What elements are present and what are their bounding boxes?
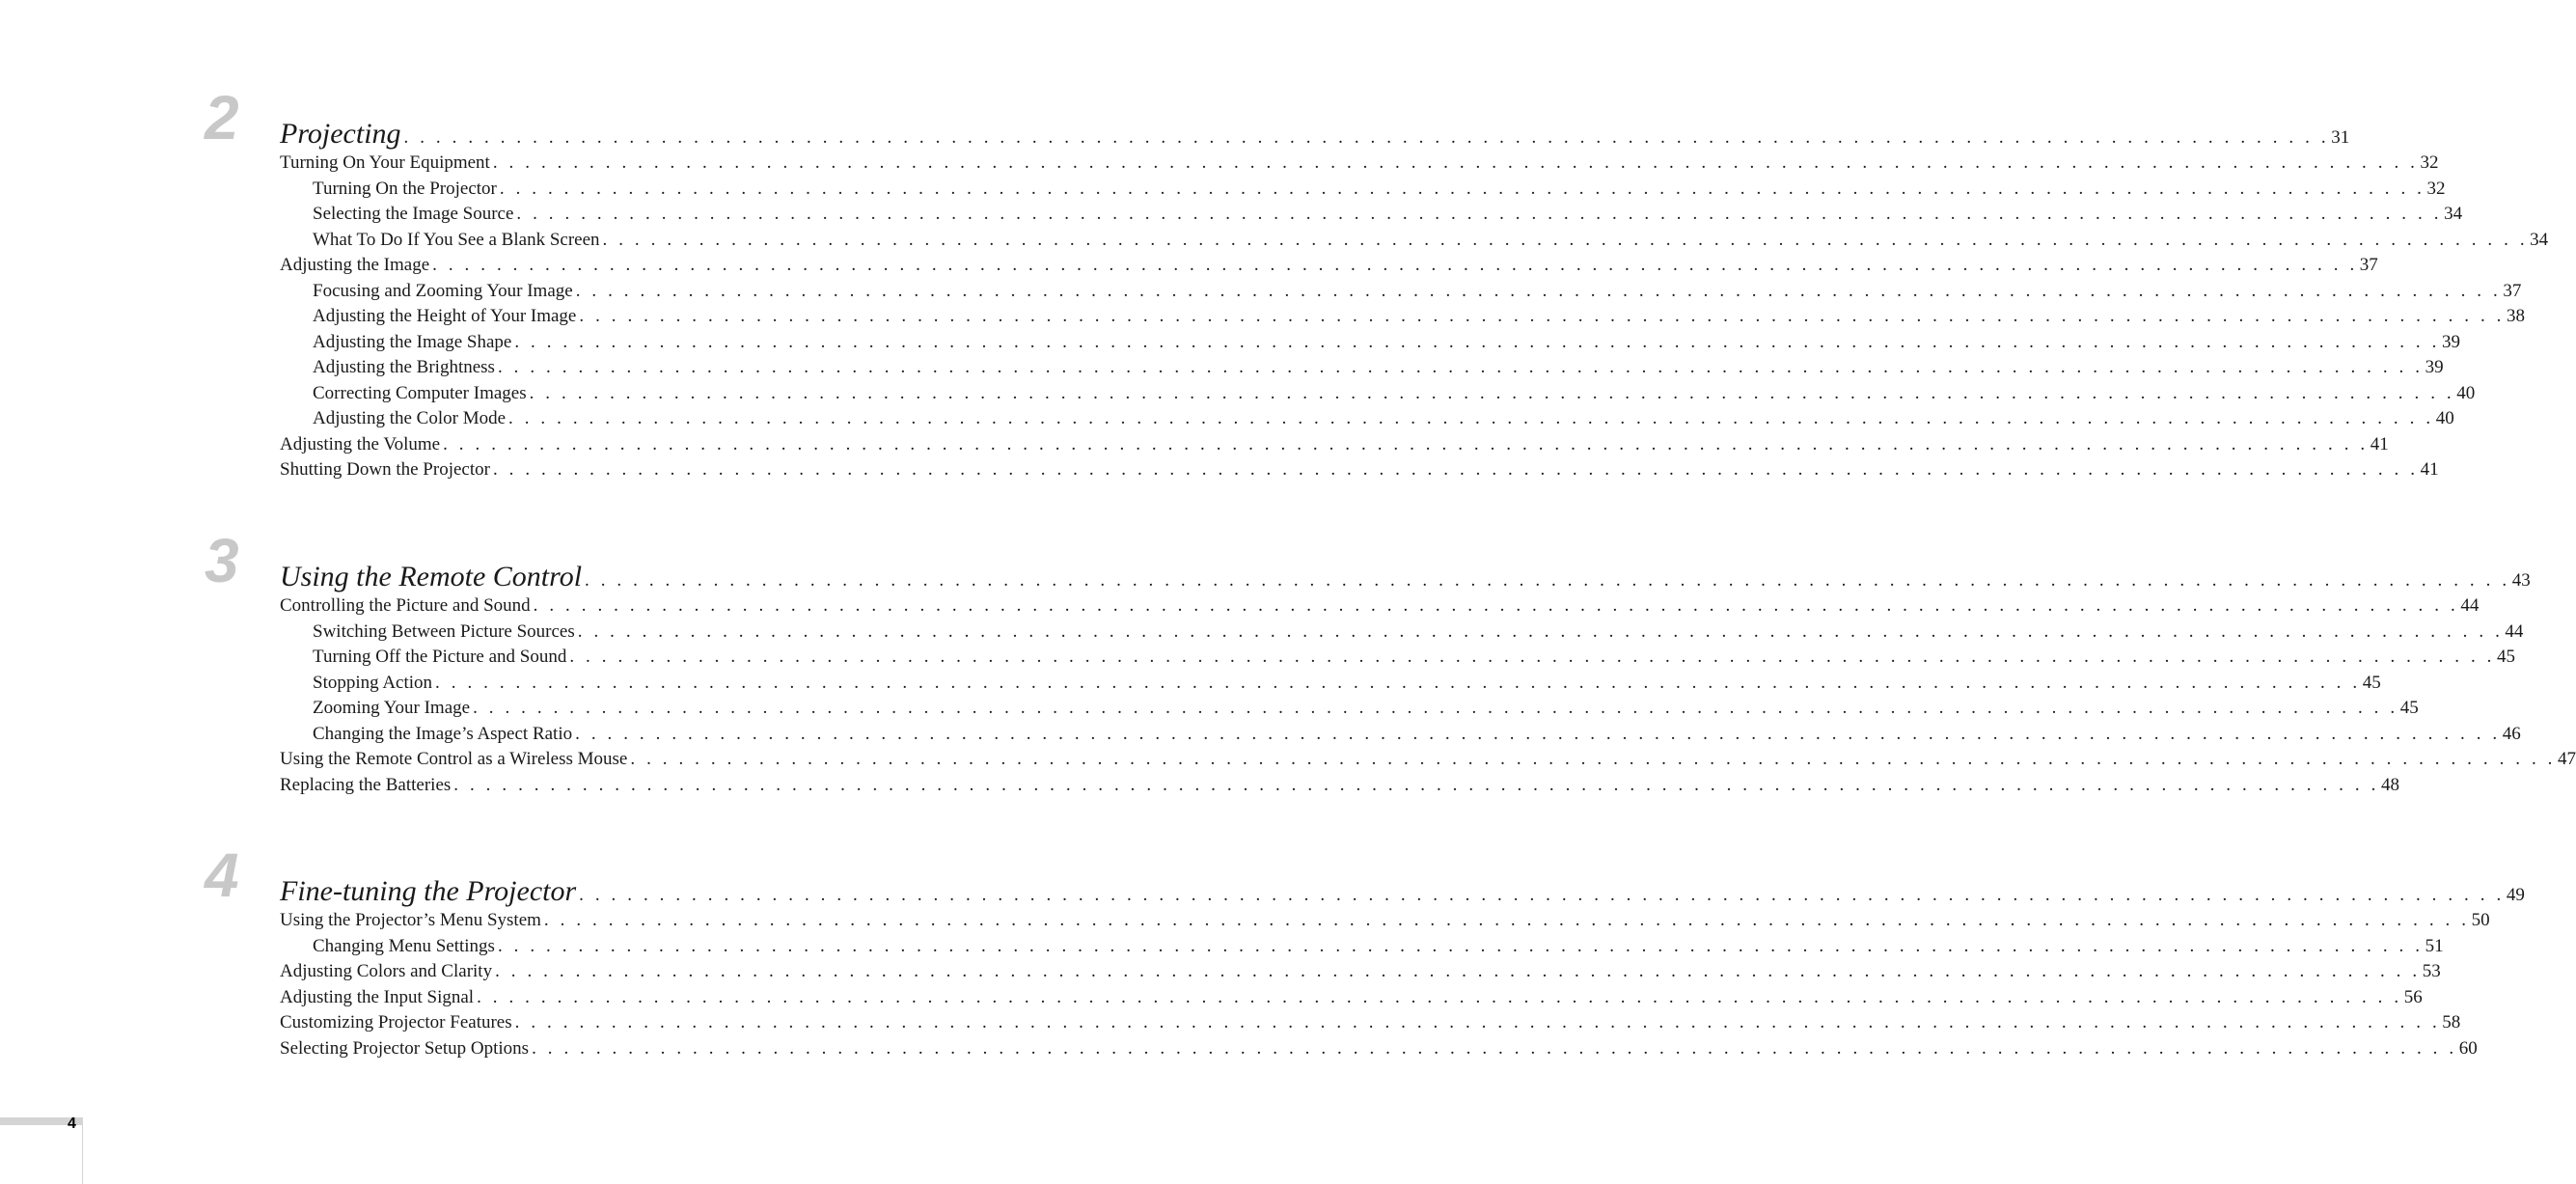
dot-leader: . . . . . . . . . . . . . . . . . . . . . . . . . . . . . . . . . . . . . . . . . . . . . . . . . . . . . . . . . . . . . . . . . . . . . . . . . . . . . . . . . . . . . . . . . . . . . . . . . . . . . . . . . . . . . . . . . . . . . . . . — [575, 280, 2502, 301]
toc-entry-label: Projecting — [280, 118, 401, 150]
toc-entry-label: Customizing Projector Features — [280, 1012, 512, 1033]
chapter-toc — [280, 118, 2549, 483]
toc-entry[interactable] — [280, 151, 2439, 177]
toc-entry-label: Changing the Image’s Aspect Ratio — [313, 723, 573, 744]
toc-entry-page: 41 — [2420, 459, 2439, 480]
dot-leader: . . . . . . . . . . . . . . . . . . . . . . . . . . . . . . . . . . . . . . . . . . . . . . . . . . . . . . . . . . . . . . . . . . . . . . . . . . . . . . . . . . . . . . . . . . . . . . . . . . . . . . . . . . . . . . . . . . . . . . . . — [477, 986, 2402, 1007]
dot-leader: . . . . . . . . . . . . . . . . . . . . . . . . . . . . . . . . . . . . . . . . . . . . . . . . . . . . . . . . . . . . . . . . . . . . . . . . . . . . . . . . . . . . . . . . . . . . . . . . . . . . . . . . . . . . . . . . . . . . . . . . — [585, 570, 2510, 591]
page-number: 4 — [68, 1115, 76, 1132]
dot-leader: . . . . . . . . . . . . . . . . . . . . . . . . . . . . . . . . . . . . . . . . . . . . . . . . . . . . . . . . . . . . . . . . . . . . . . . . . . . . . . . . . . . . . . . . . . . . . . . . . . . . . . . . . . . . . . . . . . . . . . . . — [516, 204, 2443, 224]
dot-leader: . . . . . . . . . . . . . . . . . . . . . . . . . . . . . . . . . . . . . . . . . . . . . . . . . . . . . . . . . . . . . . . . . . . . . . . . . . . . . . . . . . . . . . . . . . . . . . . . . . . . . . . . . . . . . . . . . . . . . . . . — [508, 408, 2434, 428]
dot-leader: . . . . . . . . . . . . . . . . . . . . . . . . . . . . . . . . . . . . . . . . . . . . . . . . . . . . . . . . . . . . . . . . . . . . . . . . . . . . . . . . . . . . . . . . . . . . . . . . . . . . . . . . . . . . . . . . . . . . . . . . — [579, 306, 2506, 326]
toc-entry-label: Turning On the Projector — [313, 178, 497, 199]
toc-entry-label: Selecting Projector Setup Options — [280, 1037, 530, 1059]
toc-entry-page: 46 — [2502, 723, 2521, 744]
dot-leader: . . . . . . . . . . . . . . . . . . . . . . . . . . . . . . . . . . . . . . . . . . . . . . . . . . . . . . . . . . . . . . . . . . . . . . . . . . . . . . . . . . . . . . . . . . . . . . . . . . . . . . . . . . . . . . . . . . . . . . . . — [529, 382, 2455, 403]
toc-entry-page: 37 — [2503, 280, 2522, 301]
toc-subentry[interactable] — [280, 696, 2419, 722]
dot-leader: . . . . . . . . . . . . . . . . . . . . . . . . . . . . . . . . . . . . . . . . . . . . . . . . . . . . . . . . . . . . . . . . . . . . . . . . . . . . . . . . . . . . . . . . . . . . . . . . . . . . . . . . . . . . . . . . . . . . . . . . — [435, 672, 2361, 693]
dot-leader: . . . . . . . . . . . . . . . . . . . . . . . . . . . . . . . . . . . . . . . . . . . . . . . . . . . . . . . . . . . . . . . . . . . . . . . . . . . . . . . . . . . . . . . . . . . . . . . . . . . . . . . . . . . . . . . . . . . . . . . . — [543, 910, 2470, 930]
chapter-number: 4 — [205, 840, 239, 910]
dot-leader: . . . . . . . . . . . . . . . . . . . . . . . . . . . . . . . . . . . . . . . . . . . . . . . . . . . . . . . . . . . . . . . . . . . . . . . . . . . . . . . . . . . . . . . . . . . . . . . . . . . . . . . . . . . . . . . . . . . . . . . . — [432, 255, 2358, 275]
chapter-title-row[interactable] — [280, 875, 2525, 908]
toc-entry[interactable] — [280, 432, 2389, 458]
toc-subentry[interactable] — [280, 381, 2476, 407]
toc-entry-page: 53 — [2422, 961, 2441, 981]
toc-entry[interactable] — [280, 908, 2490, 934]
toc-subentry[interactable] — [280, 620, 2524, 646]
toc-entry-page: 44 — [2460, 595, 2480, 616]
footer-rule — [82, 1117, 83, 1184]
toc-subentry[interactable] — [280, 406, 2454, 432]
toc-entry-page: 31 — [2331, 127, 2350, 148]
dot-leader: . . . . . . . . . . . . . . . . . . . . . . . . . . . . . . . . . . . . . . . . . . . . . . . . . . . . . . . . . . . . . . . . . . . . . . . . . . . . . . . . . . . . . . . . . . . . . . . . . . . . . . . . . . . . . . . . . . . . . . . . — [579, 885, 2505, 905]
toc-entry-page: 45 — [2399, 698, 2419, 718]
dot-leader: . . . . . . . . . . . . . . . . . . . . . . . . . . . . . . . . . . . . . . . . . . . . . . . . . . . . . . . . . . . . . . . . . . . . . . . . . . . . . . . . . . . . . . . . . . . . . . . . . . . . . . . . . . . . . . . . . . . . . . . . — [492, 152, 2419, 173]
toc-entry[interactable] — [280, 985, 2423, 1011]
toc-entry[interactable] — [280, 253, 2378, 279]
chapter-toc — [280, 561, 2576, 798]
toc-entry-page: 45 — [2362, 672, 2381, 693]
toc-entry-label: What To Do If You See a Blank Screen — [313, 229, 600, 250]
dot-leader: . . . . . . . . . . . . . . . . . . . . . . . . . . . . . . . . . . . . . . . . . . . . . . . . . . . . . . . . . . . . . . . . . . . . . . . . . . . . . . . . . . . . . . . . . . . . . . . . . . . . . . . . . . . . . . . . . . . . . . . . — [602, 229, 2529, 250]
toc-entry-label: Shutting Down the Projector — [280, 459, 490, 480]
dot-leader: . . . . . . . . . . . . . . . . . . . . . . . . . . . . . . . . . . . . . . . . . . . . . . . . . . . . . . . . . . . . . . . . . . . . . . . . . . . . . . . . . . . . . . . . . . . . . . . . . . . . . . . . . . . . . . . . . . . . . . . . — [495, 961, 2421, 981]
toc-entry-label: Stopping Action — [313, 672, 433, 693]
dot-leader: . . . . . . . . . . . . . . . . . . . . . . . . . . . . . . . . . . . . . . . . . . . . . . . . . . . . . . . . . . . . . . . . . . . . . . . . . . . . . . . . . . . . . . . . . . . . . . . . . . . . . . . . . . . . . . . . . . . . . . . . — [497, 935, 2424, 956]
toc-entry-page: 56 — [2403, 986, 2423, 1007]
toc-entry-label: Correcting Computer Images — [313, 382, 527, 403]
chapter-title-row[interactable] — [280, 118, 2350, 151]
dot-leader: . . . . . . . . . . . . . . . . . . . . . . . . . . . . . . . . . . . . . . . . . . . . . . . . . . . . . . . . . . . . . . . . . . . . . . . . . . . . . . . . . . . . . . . . . . . . . . . . . . . . . . . . . . . . . . . . . . . . . . . . — [533, 595, 2459, 616]
toc-entry-page: 51 — [2425, 935, 2444, 956]
toc-entry-page: 43 — [2511, 570, 2531, 591]
chapter-title-row[interactable] — [280, 561, 2531, 593]
toc-entry-page: 38 — [2507, 306, 2526, 326]
toc-entry[interactable] — [280, 959, 2441, 985]
toc-subentry[interactable] — [280, 228, 2549, 254]
toc-entry-page: 44 — [2505, 620, 2524, 642]
toc-entry-label: Using the Remote Control as a Wireless Mouse — [280, 749, 628, 769]
dot-leader: . . . . . . . . . . . . . . . . . . . . . . . . . . . . . . . . . . . . . . . . . . . . . . . . . . . . . . . . . . . . . . . . . . . . . . . . . . . . . . . . . . . . . . . . . . . . . . . . . . . . . . . . . . . . . . . . . . . . . . . . — [453, 774, 2379, 795]
toc-entry-page: 32 — [2426, 178, 2446, 199]
toc-entry[interactable] — [280, 747, 2576, 773]
dot-leader: . . . . . . . . . . . . . . . . . . . . . . . . . . . . . . . . . . . . . . . . . . . . . . . . . . . . . . . . . . . . . . . . . . . . . . . . . . . . . . . . . . . . . . . . . . . . . . . . . . . . . . . . . . . . . . . . . . . . . . . . — [514, 331, 2440, 352]
toc-entry-page: 39 — [2425, 357, 2444, 377]
dot-leader: . . . . . . . . . . . . . . . . . . . . . . . . . . . . . . . . . . . . . . . . . . . . . . . . . . . . . . . . . . . . . . . . . . . . . . . . . . . . . . . . . . . . . . . . . . . . . . . . . . . . . . . . . . . . . . . . . . . . . . . . — [577, 620, 2504, 642]
toc-entry-page: 40 — [2456, 382, 2476, 403]
toc-subentry[interactable] — [280, 202, 2463, 228]
toc-entry-label: Replacing the Batteries — [280, 774, 452, 795]
dot-leader: . . . . . . . . . . . . . . . . . . . . . . . . . . . . . . . . . . . . . . . . . . . . . . . . . . . . . . . . . . . . . . . . . . . . . . . . . . . . . . . . . . . . . . . . . . . . . . . . . . . . . . . . . . . . . . . . . . . . . . . . — [532, 1037, 2457, 1059]
toc-entry-label: Selecting the Image Source — [313, 204, 514, 224]
dot-leader: . . . . . . . . . . . . . . . . . . . . . . . . . . . . . . . . . . . . . . . . . . . . . . . . . . . . . . . . . . . . . . . . . . . . . . . . . . . . . . . . . . . . . . . . . . . . . . . . . . . . . . . . . . . . . . . . . . . . . . . . — [499, 178, 2425, 199]
toc-entry-label: Switching Between Picture Sources — [313, 620, 575, 642]
toc-entry-label: Turning On Your Equipment — [280, 152, 490, 173]
toc-entry-label: Adjusting the Height of Your Image — [313, 306, 577, 326]
toc-entry-page: 39 — [2441, 331, 2460, 352]
toc-entry[interactable] — [280, 1036, 2478, 1062]
toc-subentry[interactable] — [280, 279, 2522, 305]
dot-leader: . . . . . . . . . . . . . . . . . . . . . . . . . . . . . . . . . . . . . . . . . . . . . . . . . . . . . . . . . . . . . . . . . . . . . . . . . . . . . . . . . . . . . . . . . . . . . . . . . . . . . . . . . . . . . . . . . . . . . . . . — [630, 749, 2557, 769]
toc-entry-page: 58 — [2442, 1012, 2461, 1033]
dot-leader: . . . . . . . . . . . . . . . . . . . . . . . . . . . . . . . . . . . . . . . . . . . . . . . . . . . . . . . . . . . . . . . . . . . . . . . . . . . . . . . . . . . . . . . . . . . . . . . . . . . . . . . . . . . . . . . . . . . . . . . . — [575, 723, 2501, 744]
toc-entry-label: Changing Menu Settings — [313, 935, 495, 956]
dot-leader: . . . . . . . . . . . . . . . . . . . . . . . . . . . . . . . . . . . . . . . . . . . . . . . . . . . . . . . . . . . . . . . . . . . . . . . . . . . . . . . . . . . . . . . . . . . . . . . . . . . . . . . . . . . . . . . . . . . . . . . . — [497, 357, 2424, 377]
toc-entry-page: 32 — [2420, 152, 2439, 173]
toc-entry[interactable] — [280, 1010, 2461, 1036]
toc-entry-page: 47 — [2558, 749, 2576, 769]
toc-entry-page: 41 — [2370, 433, 2389, 454]
toc-subentry[interactable] — [280, 330, 2460, 356]
toc-subentry[interactable] — [280, 645, 2516, 671]
toc-entry-label: Adjusting the Image — [280, 255, 430, 275]
toc-entry-label: Fine-tuning the Projector — [280, 875, 577, 907]
toc-entry-page: 37 — [2359, 255, 2378, 275]
dot-leader: . . . . . . . . . . . . . . . . . . . . . . . . . . . . . . . . . . . . . . . . . . . . . . . . . . . . . . . . . . . . . . . . . . . . . . . . . . . . . . . . . . . . . . . . . . . . . . . . . . . . . . . . . . . . . . . . . . . . . . . . — [492, 459, 2419, 480]
toc-subentry[interactable] — [280, 722, 2521, 748]
toc-entry-page: 60 — [2458, 1037, 2478, 1059]
toc-subentry[interactable] — [280, 177, 2446, 203]
toc-entry-label: Using the Projector’s Menu System — [280, 910, 541, 930]
toc-entry[interactable] — [280, 773, 2399, 799]
toc-subentry[interactable] — [280, 355, 2444, 381]
toc-entry-label: Controlling the Picture and Sound — [280, 595, 531, 616]
toc-entry-label: Focusing and Zooming Your Image — [313, 280, 573, 301]
chapter-number: 3 — [205, 526, 239, 595]
dot-leader: . . . . . . . . . . . . . . . . . . . . . . . . . . . . . . . . . . . . . . . . . . . . . . . . . . . . . . . . . . . . . . . . . . . . . . . . . . . . . . . . . . . . . . . . . . . . . . . . . . . . . . . . . . . . . . . . . . . . . . . . — [443, 433, 2369, 454]
toc-entry-page: 40 — [2435, 408, 2454, 428]
toc-entry-page: 48 — [2380, 774, 2399, 795]
toc-entry-page: 50 — [2471, 910, 2490, 930]
toc-entry-page: 49 — [2506, 885, 2525, 905]
dot-leader: . . . . . . . . . . . . . . . . . . . . . . . . . . . . . . . . . . . . . . . . . . . . . . . . . . . . . . . . . . . . . . . . . . . . . . . . . . . . . . . . . . . . . . . . . . . . . . . . . . . . . . . . . . . . . . . . . . . . . . . . — [514, 1012, 2441, 1033]
chapter-toc — [280, 875, 2525, 1061]
toc-entry-label: Adjusting the Color Mode — [313, 408, 507, 428]
toc-subentry[interactable] — [280, 934, 2444, 960]
toc-entry-label: Adjusting the Brightness — [313, 357, 495, 377]
toc-entry-page: 34 — [2530, 229, 2549, 250]
toc-subentry[interactable] — [280, 304, 2526, 330]
toc-entry-label: Adjusting Colors and Clarity — [280, 961, 493, 981]
chapter-number: 2 — [205, 83, 239, 152]
toc-entry-page: 45 — [2497, 647, 2516, 667]
toc-subentry[interactable] — [280, 671, 2381, 697]
toc-entry-label: Adjusting the Input Signal — [280, 986, 475, 1007]
toc-entry-label: Using the Remote Control — [280, 561, 583, 592]
dot-leader: . . . . . . . . . . . . . . . . . . . . . . . . . . . . . . . . . . . . . . . . . . . . . . . . . . . . . . . . . . . . . . . . . . . . . . . . . . . . . . . . . . . . . . . . . . . . . . . . . . . . . . . . . . . . . . . . . . . . . . . . — [569, 647, 2496, 667]
toc-entry-label: Adjusting the Image Shape — [313, 331, 512, 352]
dot-leader: . . . . . . . . . . . . . . . . . . . . . . . . . . . . . . . . . . . . . . . . . . . . . . . . . . . . . . . . . . . . . . . . . . . . . . . . . . . . . . . . . . . . . . . . . . . . . . . . . . . . . . . . . . . . . . . . . . . . . . . . — [403, 127, 2330, 148]
toc-entry[interactable] — [280, 593, 2480, 620]
toc-entry-label: Turning Off the Picture and Sound — [313, 647, 567, 667]
toc-entry-label: Adjusting the Volume — [280, 433, 441, 454]
dot-leader: . . . . . . . . . . . . . . . . . . . . . . . . . . . . . . . . . . . . . . . . . . . . . . . . . . . . . . . . . . . . . . . . . . . . . . . . . . . . . . . . . . . . . . . . . . . . . . . . . . . . . . . . . . . . . . . . . . . . . . . . — [473, 698, 2398, 718]
toc-entry[interactable] — [280, 457, 2439, 483]
toc-entry-page: 34 — [2444, 204, 2463, 224]
toc-entry-label: Zooming Your Image — [313, 698, 471, 718]
